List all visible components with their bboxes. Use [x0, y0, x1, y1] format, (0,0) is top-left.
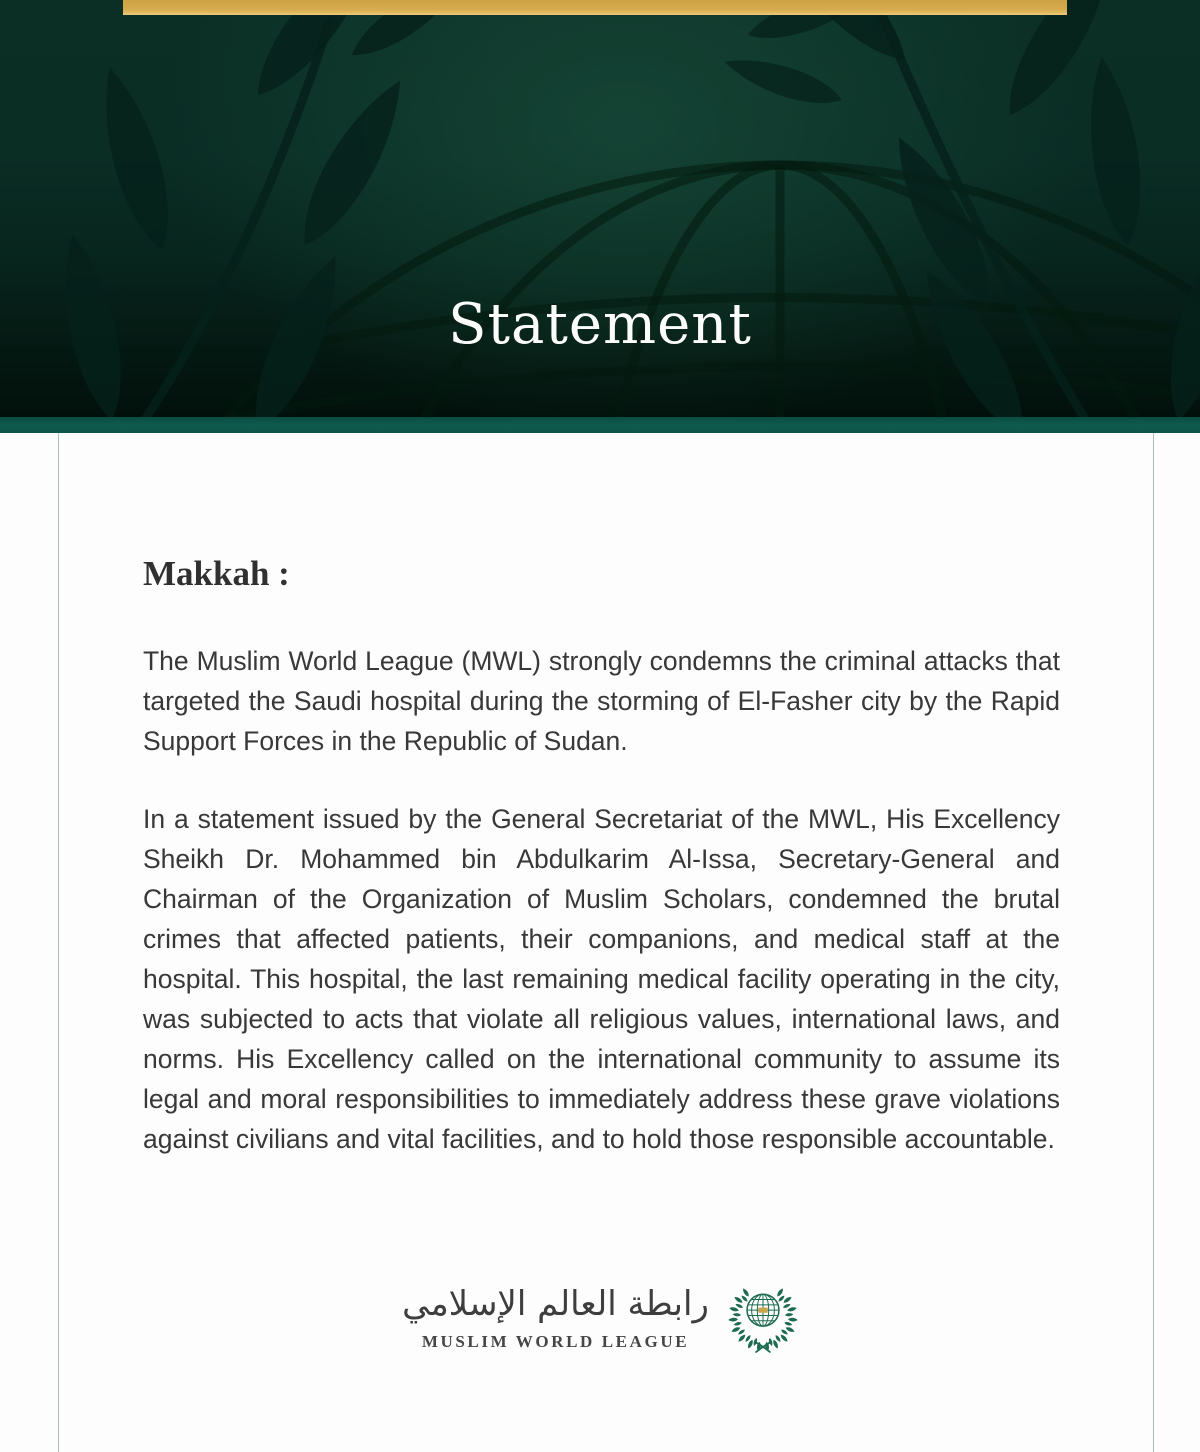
gold-accent-bar	[123, 0, 1067, 15]
statement-title: Statement	[448, 292, 752, 357]
mwl-logotype	[402, 1282, 709, 1351]
paragraph-1: The Muslim World League (MWL) strongly condemns the criminal attacks that targeted the Saudi hospital during the storming of El-Fasher city by the Rapid Support Forces in the Republic of Sudan.	[143, 646, 1060, 756]
mwl-arabic-logotype: رابطة العالم الإسلامي	[402, 1284, 709, 1325]
teal-divider	[0, 417, 1200, 433]
card-edge-left	[58, 433, 59, 1452]
kaaba-gold-mark	[758, 1308, 767, 1313]
paragraph-2: In a statement issued by the General Secretariat of the MWL, His Excellency Sheikh Dr. Mohammed bin Abdulkarim Al-Issa, Secretary-General and Chairman of the Organization of Muslim Scholars, condemned the brutal crimes that affected patients, their companions, and medical staff at the hospital. This hospital, the last remaining medical facility operating in the city, was subjected to acts that violate all religious values, international laws, and norms. His Excellency called on the international community to assume its legal and moral responsibilities to immediately address these grave violations against civilians and vital facilities, and to hold those responsible accountable.	[143, 804, 1060, 1154]
header-banner	[0, 0, 1200, 418]
statement-body	[0, 433, 1200, 1452]
mwl-wordmark: MUSLIM WORLD LEAGUE	[421, 1331, 690, 1351]
mwl-emblem-icon	[725, 1273, 801, 1361]
dateline: Makkah :	[143, 554, 290, 593]
mwl-logo	[143, 1273, 1060, 1361]
card-edge-right	[1153, 433, 1154, 1452]
